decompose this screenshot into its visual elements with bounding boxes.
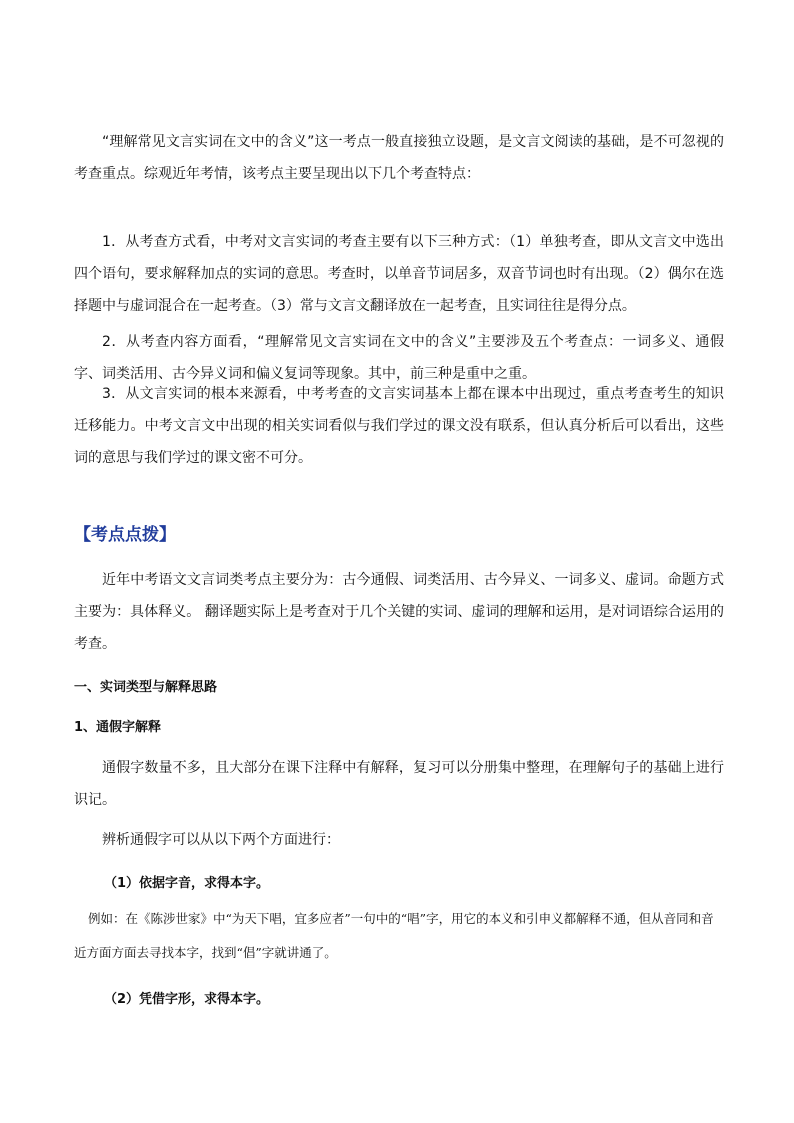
section-paragraph: 近年中考语文文言词类考点主要分为：古今通假、词类活用、古今异义、一词多义、虚词。命题方式主要为：具体释义。 翻译题实际上是考查对于几个关键的实词、虚词的理解和运用，是对词语综合运用的考查。 — [74, 572, 724, 652]
method-2-heading: （2）凭借字形，求得本字。 — [104, 992, 270, 1007]
tongjiazi-method-intro: 辨析通假字可以从以下两个方面进行： — [102, 832, 340, 848]
subheading-tongjiazi: 1、通假字解释 — [74, 720, 162, 735]
feature-point-1: 1．从考查方式看，中考对文言实词的考查主要有以下三种方式：（1）单独考查，即从文言文中选出四个语句，要求解释加点的实词的意思。考查时，以单音节词居多，双音节词也时有出现。（2）偶尔在选择题中与虚词混合在一起考查。（3）常与文言文翻译放在一起考查，且实词往往是得分点。 — [74, 234, 724, 314]
tongjiazi-paragraph: 通假字数量不多，且大部分在课下注释中有解释，复习可以分册集中整理，在理解句子的基础上进行识记。 — [74, 760, 724, 808]
subheading-content-word-types: 一、实词类型与解释思路 — [74, 680, 218, 695]
feature-point-3: 3．从文言实词的根本来源看，中考考查的文言实词基本上都在课本中出现过，重点考查考生的知识迁移能力。中考文言文中出现的相关实词看似与我们学过的课文没有联系，但认真分析后可以看出，这些词的意思与我们学过的课文密不可分。 — [74, 386, 724, 466]
method-1-heading: （1）依据字音，求得本字。 — [104, 876, 270, 891]
section-heading: 【考点点拨】 — [74, 525, 176, 545]
example-paragraph: 例如：在《陈涉世家》中“为天下唱，宜多应者”一句中的“唱”字，用它的本义和引申义都解释不通，但从音同和音近方面方面去寻找本字，找到“倡”字就讲通了。 — [74, 911, 714, 960]
feature-point-2: 2．从考查内容方面看，“理解常见文言实词在文中的含义”主要涉及五个考查点：一词多义、通假字、词类活用、古今异义词和偏义复词等现象。其中，前三种是重中之重。 — [74, 334, 724, 382]
intro-paragraph: “理解常见文言实词在文中的含义”这一考点一般直接独立设题，是文言文阅读的基础，是不可忽视的考查重点。综观近年考情，该考点主要呈现出以下几个考查特点： — [74, 134, 724, 182]
